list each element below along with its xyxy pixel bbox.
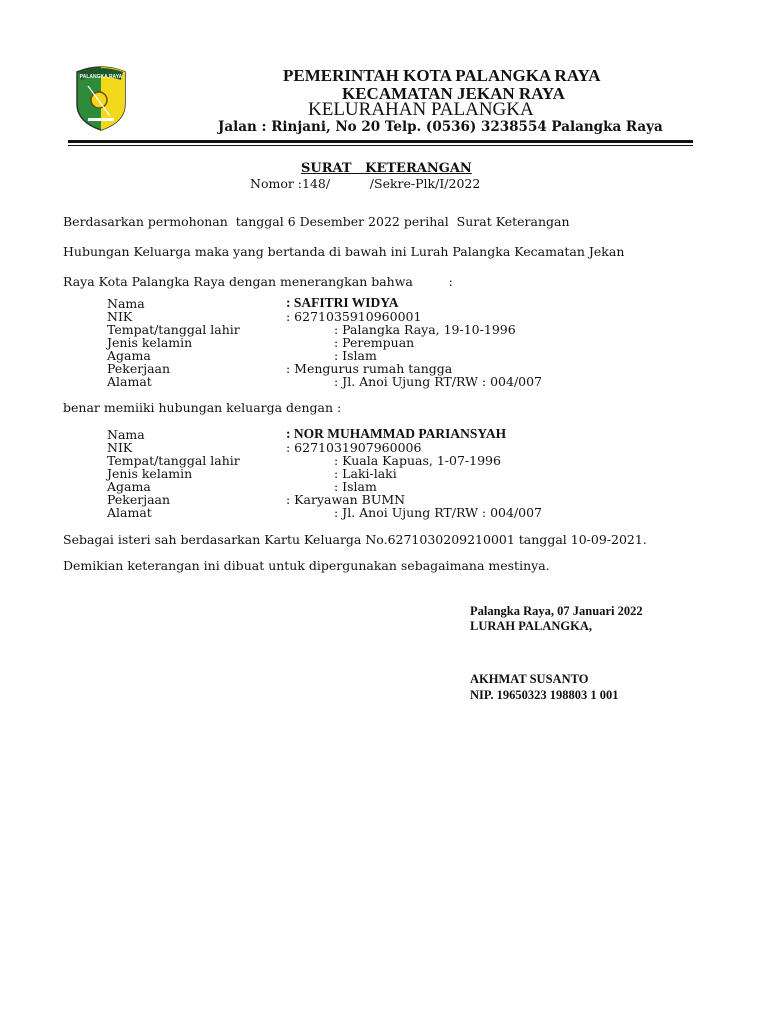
signatory-name: AKHMAT SUSANTO xyxy=(470,672,589,686)
header-subdistrict: KELURAHAN PALANGKA xyxy=(308,99,534,120)
field-label: Pekerjaan xyxy=(107,361,171,376)
field-label: Agama xyxy=(107,348,151,363)
field-label: Jenis kelamin xyxy=(107,335,193,350)
paragraph-3: Raya Kota Palangka Raya dengan menerangkan bahwa : xyxy=(63,274,453,289)
signature-place-date: Palangka Raya, 07 Januari 2022 xyxy=(470,604,643,618)
field-value: : Kuala Kapuas, 1-07-1996 xyxy=(334,453,501,468)
field-value: : Laki-laki xyxy=(334,466,397,481)
field-label: Tempat/tanggal lahir xyxy=(107,453,240,468)
field-label: NIK xyxy=(107,309,133,324)
paragraph-2: Hubungan Keluarga maka yang bertanda di bawah ini Lurah Palangka Kecamatan Jekan xyxy=(63,244,625,259)
field-value: : Mengurus rumah tangga xyxy=(286,361,453,376)
paragraph-4: Sebagai isteri sah berdasarkan Kartu Keluarga No.6271030209210001 tanggal 10-09-2021. xyxy=(63,532,647,547)
header-rule-thin xyxy=(68,145,693,146)
field-label: Jenis kelamin xyxy=(107,466,193,481)
signatory-nip: NIP. 19650323 198803 1 001 xyxy=(470,688,619,702)
field-value: : Jl. Anoi Ujung RT/RW : 004/007 xyxy=(334,374,543,389)
palangka-raya-logo xyxy=(74,64,128,132)
field-label: Nama xyxy=(107,296,145,311)
field-label: Agama xyxy=(107,479,151,494)
field-value: : Karyawan BUMN xyxy=(286,492,406,507)
logo-text: PALANGKA RAYA xyxy=(79,74,123,80)
field-value-name: : SAFITRI WIDYA xyxy=(286,295,399,310)
header-government: PEMERINTAH KOTA PALANGKA RAYA xyxy=(283,66,601,85)
field-value: : Palangka Raya, 19-10-1996 xyxy=(334,322,516,337)
field-label: Nama xyxy=(107,427,145,442)
signature-position: LURAH PALANGKA, xyxy=(470,619,592,633)
document-title: SURAT KETERANGAN xyxy=(301,161,472,176)
paragraph-1: Berdasarkan permohonan tanggal 6 Desember 2022 perihal Surat Keterangan xyxy=(63,214,570,229)
field-value-name: : NOR MUHAMMAD PARIANSYAH xyxy=(286,426,507,441)
field-value: : Islam xyxy=(334,348,377,363)
field-value: : 6271031907960006 xyxy=(286,440,422,455)
relation-statement: benar memiiki hubungan keluarga dengan : xyxy=(63,400,342,415)
document-number: Nomor :148/ /Sekre-Plk/I/2022 xyxy=(250,176,481,191)
header-address: Jalan : Rinjani, No 20 Telp. (0536) 3238554 Palangka Raya xyxy=(218,119,663,135)
header-rule xyxy=(68,140,693,143)
header-district: KECAMATAN JEKAN RAYA xyxy=(342,84,565,103)
field-label: Pekerjaan xyxy=(107,492,171,507)
field-label: Alamat xyxy=(107,374,152,389)
paragraph-5: Demikian keterangan ini dibuat untuk dipergunakan sebagaimana mestinya. xyxy=(63,558,550,573)
field-label: Tempat/tanggal lahir xyxy=(107,322,240,337)
field-value: : 6271035910960001 xyxy=(286,309,422,324)
field-label: Alamat xyxy=(107,505,152,520)
field-value: : Jl. Anoi Ujung RT/RW : 004/007 xyxy=(334,505,543,520)
field-value: : Perempuan xyxy=(334,335,415,350)
field-label: NIK xyxy=(107,440,133,455)
field-value: : Islam xyxy=(334,479,377,494)
